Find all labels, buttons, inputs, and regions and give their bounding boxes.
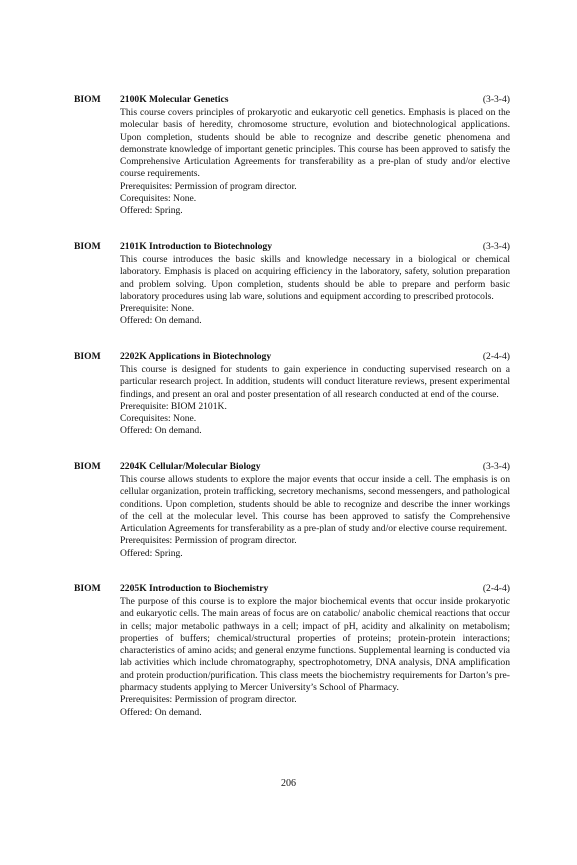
course-description: This course covers principles of prokaryotic and eukaryotic cell genetics. Emphasis is placed on the molecular basis of heredity, chromosome structure, evolution and biotechnological applications. Upon completion, students should be able to recognize and describe genetic phenomena and demonstrate knowledge of important genetic principles. This course has been approved to satisfy the Comprehensive Articulation Agreements for transferability as a pre-plan of study and/or elective course requirements. xyxy=(120,107,510,180)
course-credits: (3-3-4) xyxy=(482,461,510,472)
course-offered: Offered: Spring. xyxy=(120,205,183,217)
course-entry xyxy=(74,93,510,218)
course-credits: (3-3-4) xyxy=(482,94,510,105)
course-offered: Offered: On demand. xyxy=(120,425,202,437)
course-header xyxy=(74,93,510,107)
page-number: 206 xyxy=(281,778,296,789)
course-corequisites: Corequisites: None. xyxy=(120,413,197,425)
course-prerequisites: Prerequisites: Permission of program director. xyxy=(120,694,297,706)
course-entry xyxy=(74,240,510,328)
course-dept: BIOM xyxy=(74,241,101,252)
course-header xyxy=(74,240,510,254)
course-offered: Offered: On demand. xyxy=(120,315,202,327)
course-entry xyxy=(74,582,510,719)
course-offered: Offered: On demand. xyxy=(120,706,202,718)
course-offered: Offered: Spring. xyxy=(120,547,183,559)
course-description: The purpose of this course is to explore the major biochemical events that occur inside prokaryotic and eukaryotic cells. The main areas of focus are on catabolic/ anabolic chemical reactions that occur in cells; major metabolic pathways in a cell; impact of pH, acidity and alkalinity on metabolism; properties of buffers; chemical/structural properties of proteins; protein-protein interactions; characteristics of amino acids; and general enzyme functions. Supplemental learning is conducted via lab activities which include chromatography, spectrophotometry, DNA analysis, DNA amplification and protein production/purification. This class meets the biochemistry requirements for Darton’s pre-pharmacy students applying to Mercer University’s School of Pharmacy. xyxy=(120,596,510,694)
course-description: This course introduces the basic skills and knowledge necessary in a biological or chemical laboratory. Emphasis is placed on acquiring efficiency in the laboratory, safety, solution preparation and problem solving. Upon completion, students should be able to prepare and perform basic laboratory procedures using lab ware, solutions and equipment according to prescribed protocols. xyxy=(120,254,510,302)
course-title: 2202K Applications in Biotechnology xyxy=(120,351,272,362)
course-description: This course is designed for students to gain experience in conducting supervised research on a particular research project. In addition, students will conduct literature reviews, present experimental findings, and present an oral and poster presentation of all research conducted at end of the course. xyxy=(120,364,510,400)
course-entry xyxy=(74,460,510,560)
course-title: 2100K Molecular Genetics xyxy=(120,94,229,105)
course-description: This course allows students to explore the major events that occur inside a cell. The emphasis is on cellular organization, protein trafficking, secretory mechanisms, second messengers, and pathological conditions. Upon completion, students should be able to recognize and describe the inner workings of the cell at the molecular level. This course has been approved to satisfy the Comprehensive Articulation Agreements for transferability as a pre-plan of study and/or elective course requirement. xyxy=(120,474,510,535)
course-dept: BIOM xyxy=(74,583,101,594)
course-prerequisites: Prerequisite: None. xyxy=(120,303,195,315)
course-title: 2205K Introduction to Biochemistry xyxy=(120,583,269,594)
course-title: 2204K Cellular/Molecular Biology xyxy=(120,461,261,472)
course-prerequisites: Prerequisites: Permission of program director. xyxy=(120,535,297,547)
course-entry xyxy=(74,350,510,438)
course-credits: (2-4-4) xyxy=(482,351,510,362)
course-header xyxy=(74,350,510,364)
course-dept: BIOM xyxy=(74,94,101,105)
course-prerequisites: Prerequisites: Permission of program director. xyxy=(120,180,297,192)
course-header xyxy=(74,582,510,596)
course-title: 2101K Introduction to Biotechnology xyxy=(120,241,273,252)
course-prerequisites: Prerequisite: BIOM 2101K. xyxy=(120,400,227,412)
course-dept: BIOM xyxy=(74,351,101,362)
course-credits: (2-4-4) xyxy=(482,583,510,594)
course-dept: BIOM xyxy=(74,461,101,472)
course-credits: (3-3-4) xyxy=(482,241,510,252)
course-header xyxy=(74,460,510,474)
course-corequisites: Corequisites: None. xyxy=(120,193,197,205)
